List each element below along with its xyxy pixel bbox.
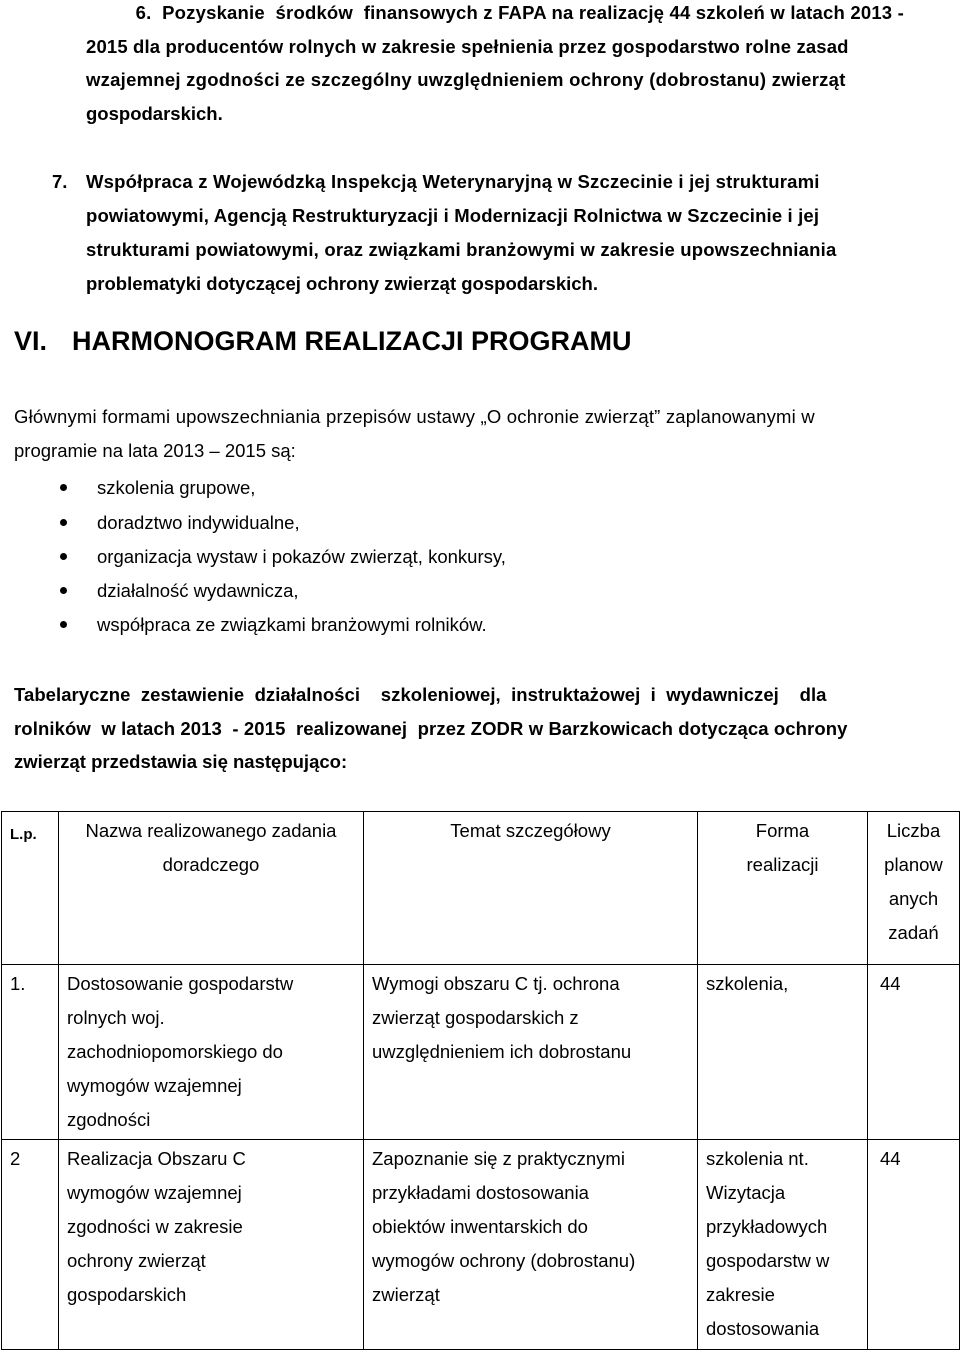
bullet-icon xyxy=(60,587,67,594)
section-6-line-4: gospodarskich. xyxy=(86,103,223,124)
table-header-row xyxy=(2,812,960,965)
row-lp: 2 xyxy=(2,1140,59,1350)
list-item: szkolenia grupowe, xyxy=(97,477,256,498)
header-count: Liczba planow anych zadań xyxy=(868,812,960,965)
summary-line-3: zwierząt przedstawia się następująco: xyxy=(14,751,348,772)
summary-line-2: rolników w latach 2013 - 2015 realizowanej przez ZODR w Barzkowicach dotycząca ochrony xyxy=(14,718,848,739)
page-title: HARMONOGRAM REALIZACJI PROGRAMU xyxy=(72,326,632,356)
row-name: Realizacja Obszaru C wymogów wzajemnej zgodności w zakresie ochrony zwierząt gospodarskich xyxy=(59,1140,364,1350)
section-6-line-2: 2015 dla producentów rolnych w zakresie spełnienia przez gospodarstwo rolne zasad xyxy=(86,36,849,57)
plan-table xyxy=(1,811,960,1350)
bullet-icon xyxy=(60,621,67,628)
list-item: organizacja wystaw i pokazów zwierząt, konkursy, xyxy=(97,546,506,567)
row-topic: Zapoznanie się z praktycznymi przykładami dostosowania obiektów inwentarskich do wymogów ochrony (dobrostanu) zwierząt xyxy=(364,1140,698,1350)
bullet-icon xyxy=(60,484,67,491)
row-count: 44 xyxy=(868,965,960,1140)
row-lp: 1. xyxy=(2,965,59,1140)
section-7-line-2: powiatowymi, Agencją Restrukturyzacji i Modernizacji Rolnictwa w Szczecinie i jej xyxy=(86,205,820,226)
header-name: Nazwa realizowanego zadania doradczego xyxy=(59,812,364,965)
section-7-line-4: problematyki dotyczącej ochrony zwierząt gospodarskich. xyxy=(86,273,598,294)
row-form: szkolenia, xyxy=(698,965,868,1140)
row-count: 44 xyxy=(868,1140,960,1350)
row-name: Dostosowanie gospodarstw rolnych woj. zachodniopomorskiego do wymogów wzajemnej zgodności xyxy=(59,965,364,1140)
section-6-line-3: wzajemnej zgodności ze szczególny uwzględnieniem ochrony (dobrostanu) zwierząt xyxy=(86,69,846,90)
s6-l1: 6. Pozyskanie środków finansowych z FAPA na realizację 44 szkoleń w latach 2013 - xyxy=(135,2,904,23)
row-form: szkolenia nt. Wizytacja przykładowych gospodarstw w zakresie dostosowania xyxy=(698,1140,868,1350)
section-7-number: 7. xyxy=(52,171,68,192)
bullet-icon xyxy=(60,519,67,526)
list-item: doradztwo indywidualne, xyxy=(97,512,300,533)
header-form: Forma realizacji xyxy=(698,812,868,965)
list-item: współpraca ze związkami branżowymi rolników. xyxy=(97,614,487,635)
section-6-line-1 xyxy=(52,2,904,24)
table-row xyxy=(2,1140,960,1350)
section-7-line-1: Współpraca z Wojewódzką Inspekcją Weterynaryjną w Szczecinie i jej strukturami xyxy=(86,171,820,192)
bullet-icon xyxy=(60,553,67,560)
summary-line-1: Tabelaryczne zestawienie działalności szkoleniowej, instruktażowej i wydawniczej dla xyxy=(14,684,827,705)
table-row xyxy=(2,965,960,1140)
list-item: działalność wydawnicza, xyxy=(97,580,299,601)
row-topic: Wymogi obszaru C tj. ochrona zwierząt gospodarskich z uwzględnieniem ich dobrostanu xyxy=(364,965,698,1140)
header-topic: Temat szczegółowy xyxy=(364,812,698,965)
intro-line-1: Głównymi formami upowszechniania przepisów ustawy „O ochronie zwierząt” zaplanowanymi w xyxy=(14,406,815,427)
heading-number: VI. xyxy=(14,326,48,356)
section-7-line-3: strukturami powiatowymi, oraz związkami branżowymi w zakresie upowszechniania xyxy=(86,239,837,260)
header-lp: L.p. xyxy=(2,812,59,965)
intro-line-2: programie na lata 2013 – 2015 są: xyxy=(14,440,296,461)
